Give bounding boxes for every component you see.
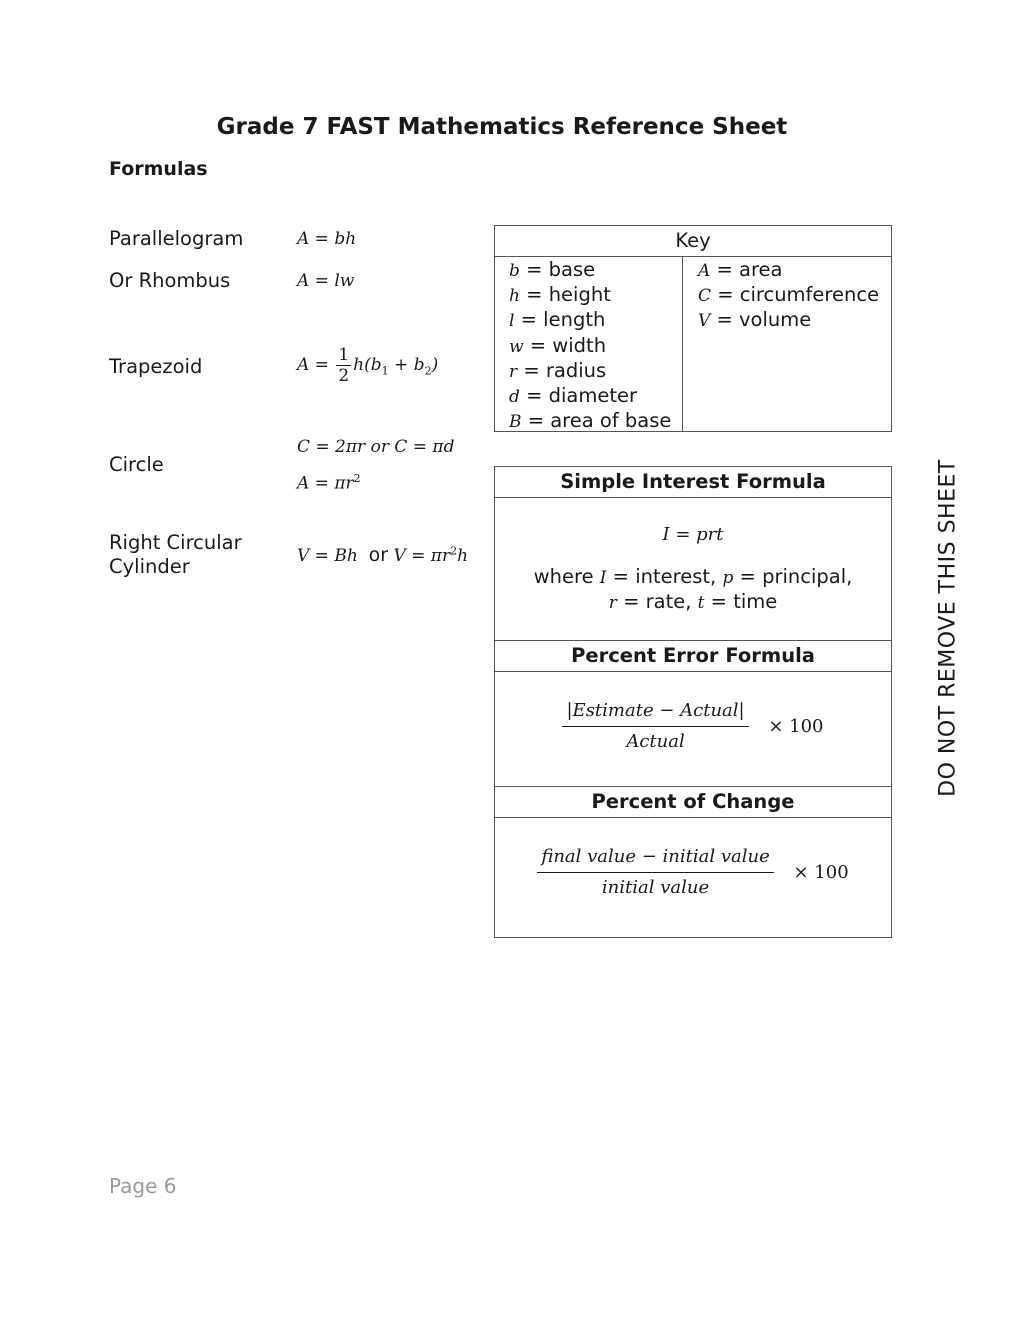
trapezoid-label: Trapezoid — [109, 355, 203, 378]
formula-boxes — [494, 466, 892, 938]
percent-change-formula: $\frac{\text{final value − initial value}}{\text{initial value}}$ × 100 — [495, 846, 891, 899]
do-not-remove-notice: DO NOT REMOVE THIS SHEET — [935, 459, 961, 797]
trapezoid-formula: A = $\frac{1}{2}$ $h(b_1 + b_2)$ — [297, 345, 439, 386]
page-number: Page 6 — [109, 1174, 177, 1198]
key-left-column — [495, 257, 683, 431]
key-item-w: w = width — [509, 333, 607, 357]
cylinder-label: Right Circular Cylinder — [109, 531, 242, 578]
cylinder-formula: V = Bh or $V = \pi r^2h$ — [297, 544, 469, 566]
percent-error-header: Percent Error Formula — [495, 641, 891, 672]
key-item-r: r = radius — [509, 358, 607, 382]
key-header: Key — [495, 226, 891, 257]
key-item-C: C = circumference — [698, 283, 880, 307]
key-item-h: h = height — [509, 283, 611, 307]
circle-area-formula: $A = \pi r^2$ — [297, 472, 361, 494]
circle-circumference-formula: C = 2πr or C = πd — [297, 437, 455, 457]
key-item-d: d = diameter — [509, 384, 638, 408]
key-item-l: l = length — [509, 308, 606, 332]
formulas-heading: Formulas — [109, 158, 208, 180]
simple-interest-formula: I = prt — [662, 524, 724, 545]
parallelogram-label: Parallelogram — [109, 227, 244, 250]
key-item-b: b = base — [509, 258, 596, 281]
simple-interest-header: Simple Interest Formula — [495, 467, 891, 498]
percent-change-header: Percent of Change — [495, 787, 891, 818]
key-right-column — [684, 257, 891, 431]
rhombus-label: Or Rhombus — [109, 269, 231, 292]
key-item-V: V = volume — [698, 308, 812, 332]
one-half-fraction: $\frac{1}{2}$ — [338, 345, 350, 386]
key-table — [494, 225, 892, 432]
circle-label: Circle — [109, 453, 164, 476]
percent-error-formula: $\frac{\text{|Estimate − Actual|}}{\text{Actual}}$ × 100 — [495, 700, 891, 753]
page-title: Grade 7 FAST Mathematics Reference Sheet — [216, 114, 788, 140]
simple-interest-definitions: where I = interest, p = principal, r = rate, t = time — [533, 565, 853, 613]
key-item-A: A = area — [698, 258, 783, 281]
parallelogram-formula: A = bh — [297, 229, 357, 249]
rhombus-formula: A = lw — [297, 271, 355, 291]
key-item-B: B = area of base — [509, 409, 672, 433]
